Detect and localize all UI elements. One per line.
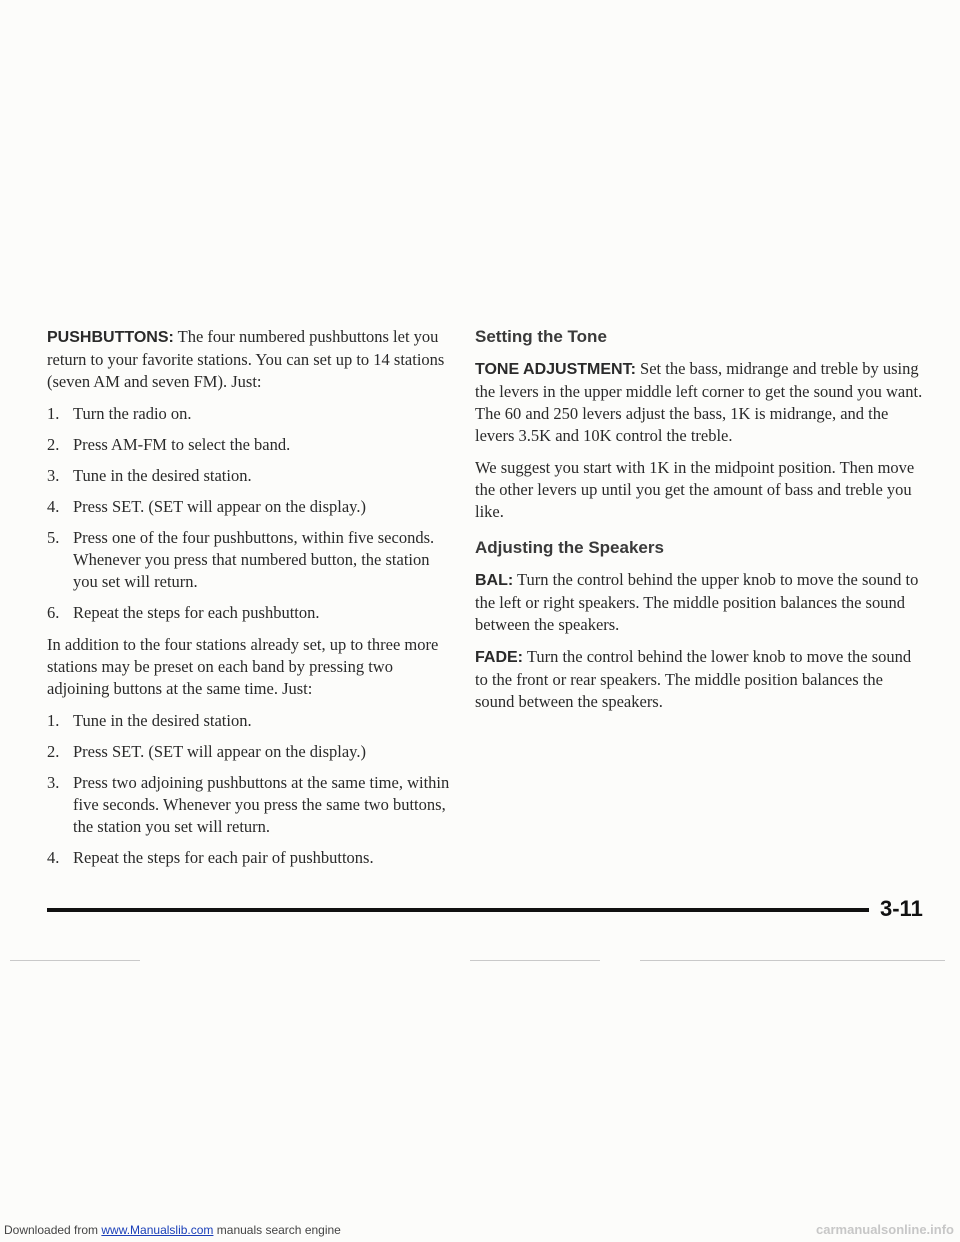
footer-source [4,1218,341,1242]
step-text: Turn the radio on. [73,404,192,423]
fade-text [475,646,925,713]
pushbuttons-lead: PUSHBUTTONS: [47,329,174,346]
fade-lead: FADE: [475,649,523,666]
preset-steps-list [47,403,455,624]
step-text: Press SET. (SET will appear on the display.) [73,742,366,761]
step-number: 2. [47,742,60,761]
tone-adjustment-lead: TONE ADJUSTMENT: [475,361,636,378]
heading-adjusting-speakers: Adjusting the Speakers [475,538,664,557]
pushbuttons-intro [47,326,455,393]
left-column [47,326,455,879]
step-number: 3. [47,773,60,792]
list-item [47,602,455,624]
balance-body: Turn the control behind the upper knob to move the sound to the left or right speakers. The middle position balances the sound between the speakers. [475,570,919,634]
tone-suggestion-text: We suggest you start with 1K in the midpoint position. Then move the other levers up until you get the amount of bass and treble you like. [475,458,915,521]
step-text: Tune in the desired station. [73,466,252,485]
step-text: Repeat the steps for each pair of pushbuttons. [73,848,374,867]
step-number: 4. [47,497,60,516]
additional-presets-text: In addition to the four stations already set, up to three more stations may be preset on each band by pressing two adjoining buttons at the same time. Just: [47,635,439,698]
tone-adjustment-text [475,358,925,447]
list-item [47,527,455,593]
page-number: 3-11 [880,896,923,921]
step-text: Press two adjoining pushbuttons at the same time, within five seconds. Whenever you press the same two buttons, the station you set will return. [73,773,450,836]
list-item [47,434,455,456]
balance-lead: BAL: [475,572,514,589]
tone-adjustment-body: Set the bass, midrange and treble by using the levers in the upper middle left corner to get the sound you want. The 60 and 250 levers adjust the bass, 1K is midrange, and the levers 3.5K and 10K control the treble. [475,359,923,445]
balance-text [475,569,925,636]
download-footer [0,1218,960,1242]
step-number: 6. [47,603,60,622]
faint-divider [470,960,600,961]
list-item [47,710,455,732]
page-rule [47,908,869,912]
step-number: 2. [47,435,60,454]
step-number: 3. [47,466,60,485]
step-text: Tune in the desired station. [73,711,252,730]
list-item [47,403,455,425]
footer-suffix: manuals search engine [213,1223,341,1237]
step-text: Press SET. (SET will appear on the display.) [73,497,366,516]
list-item [47,772,455,838]
step-number: 5. [47,528,60,547]
step-number: 1. [47,711,60,730]
footer-prefix: Downloaded from [4,1223,102,1237]
step-text: Repeat the steps for each pushbutton. [73,603,320,622]
faint-divider [640,960,945,961]
step-number: 1. [47,404,60,423]
pushbuttons-intro-text: The four numbered pushbuttons let you return to your favorite stations. You can set up to 14 stations (seven AM and seven FM). Just: [47,327,445,391]
faint-divider [10,960,140,961]
list-item [47,465,455,487]
list-item [47,496,455,518]
watermark: carmanualsonline.info [816,1222,954,1237]
list-item [47,741,455,763]
right-column [475,326,925,723]
fade-body: Turn the control behind the lower knob to move the sound to the front or rear speakers. The middle position balances the sound between the speakers. [475,647,912,711]
pair-preset-steps-list [47,710,455,869]
heading-setting-tone: Setting the Tone [475,327,607,346]
step-text: Press AM-FM to select the band. [73,435,291,454]
list-item [47,847,455,869]
step-number: 4. [47,848,60,867]
manualslib-link[interactable]: www.Manualslib.com [101,1223,214,1237]
step-text: Press one of the four pushbuttons, within five seconds. Whenever you press that numbered button, the station you set will return. [73,528,435,591]
